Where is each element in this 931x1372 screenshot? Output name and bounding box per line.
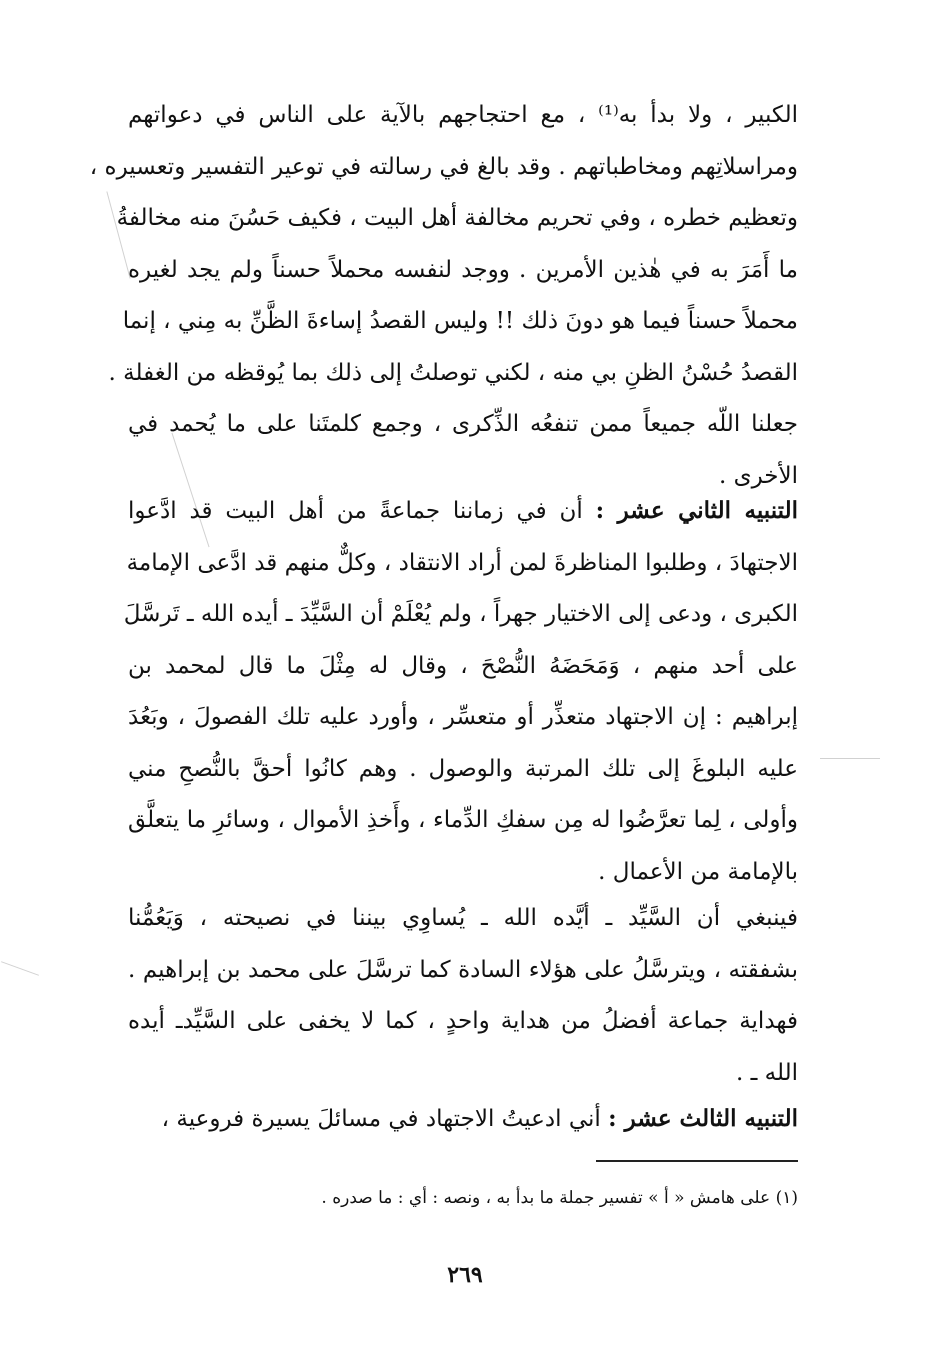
footnote: (١) على هامش « أ » تفسير جملة ما بدأ به ، ونصه : أي : ما صدره . <box>321 1188 798 1208</box>
text-line: الله ـ . <box>735 1059 798 1086</box>
paragraph-4 <box>128 1093 798 1146</box>
text-line: محملاً حسناً فيما هو دونَ ذلك !! وليس القصدُ إساءةَ الظَّنِّ به مِني ، إنما <box>122 308 798 334</box>
text-line: فهداية جماعة أفضلُ من هداية واحدٍ ، كما لا يخفى على السَّيِّدـ أيده <box>128 1008 798 1034</box>
text-line: جعلنا اللّه جميعاً ممن تنفعُه الذِّكرى ، وجمع كلمتَنا على ما يُحمد في <box>128 411 798 437</box>
paragraph-3 <box>128 893 798 1099</box>
text-fragment: أن في زماننا جماعةً من أهل البيت قد ادَّعوا <box>128 498 596 524</box>
text-line <box>128 1093 798 1146</box>
text-line: الاجتهادَ ، وطلبوا المناظرةَ لمن أراد الانتقاد ، وكلٌّ منهم قد ادَّعى الإمامة <box>126 549 798 576</box>
text-line: بالإمامة من الأعمال . <box>598 858 798 885</box>
text-line: القصدُ حُسْنُ الظنِ بي منه ، لكني توصلتُ إلى ذلك بما يُوقظه من الغفلة . <box>108 359 798 386</box>
text-line <box>128 485 798 538</box>
scan-crease-mark <box>820 758 880 759</box>
text-line: الكبرى ، ودعى إلى الاختيار جهراً ، ولم يُعْلَمْ أن السَّيِّدَ ـ أيده الله ـ تَرسَّلَ <box>123 601 798 627</box>
text-fragment: أني ادعيتُ الاجتهاد في مسائلَ يسيرة فروعية ، <box>161 1106 609 1132</box>
section-heading: التنبيه الثاني عشر : <box>595 497 798 524</box>
text-line: الكبير ، ولا بدأ به⁽¹⁾ ، مع احتجاجهم بالآية على الناس في دعواتهم <box>128 102 799 128</box>
paragraph-1 <box>89 90 799 502</box>
paragraph-2 <box>123 485 798 898</box>
text-line: وأولى ، لِما تعرَّضُوا له مِن سفكِ الدِّماء ، وأَخذِ الأموال ، وسائرِ ما يتعلَّق <box>128 807 798 833</box>
text-line: عليه البلوغَ إلى تلك المرتبة والوصول . وهم كانُوا أحقَّ بالنُّصحِ مني <box>128 755 798 782</box>
text-line: الأخرى . <box>718 462 798 489</box>
footnote-separator <box>596 1160 798 1162</box>
scan-crease-mark <box>1 961 39 976</box>
text-line: وتعظيم خطره ، وفي تحريم مخالفة أهل البيت ، فكيف حَسُنَ منه مخالفةُ <box>116 205 798 231</box>
page-number: ٢٦٩ <box>447 1262 483 1288</box>
text-line: فينبغي أن السَّيِّد ـ أيَّده الله ـ يُساوِي بيننا في نصيحته ، وَيَعُمُّنا <box>128 905 798 931</box>
section-heading: التنبيه الثالث عشر : <box>608 1105 798 1132</box>
text-line: بشفقته ، ويترسَّلُ على هؤلاء السادة كما ترسَّلَ على محمد بن إبراهيم . <box>128 956 798 983</box>
text-line: على أحد منهم ، وَمَحَضَهُ النُّصْحَ ، وقال له مِثْلَ ما قال لمحمد بن <box>128 652 798 679</box>
text-line: ما أَمَرَ به في هٰذين الأمرين . ووجد لنفسه محملاً حسناً ولم يجد لغيره <box>128 256 798 283</box>
text-line: إبراهيم : إن الاجتهاد متعذِّر أو متعسِّر ، وأورد عليه تلك الفصولَ ، وبَعُدَ <box>128 704 798 730</box>
text-line: ومراسلاتِهم ومخاطباتهم . وقد بالغ في رسالته في توعير التفسير وتعسيره ، <box>89 153 798 180</box>
